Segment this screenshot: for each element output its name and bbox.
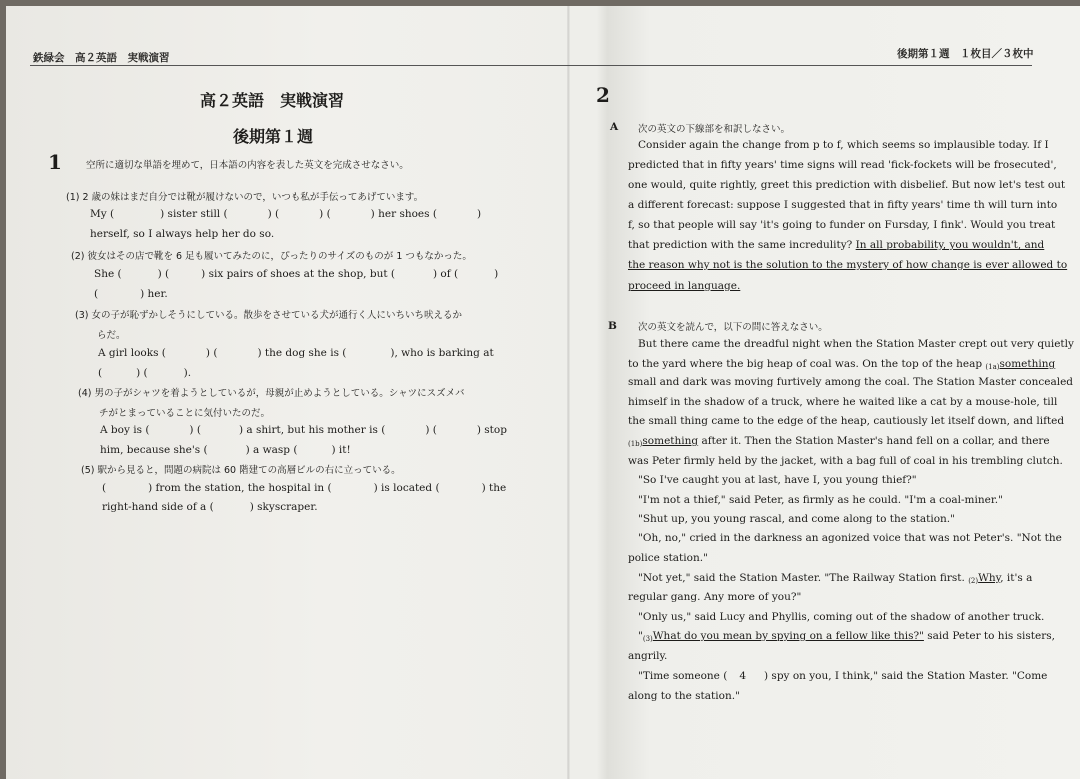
part-b-line-10: "Shut up, you young rascal, and come along to the station." xyxy=(638,513,955,525)
q1-english-line2: herself, so I always help her do so. xyxy=(90,228,275,240)
part-b-line-13 xyxy=(638,572,1032,585)
q4-text: ) it! xyxy=(331,444,351,456)
part-b-text: "Time someone ( xyxy=(638,670,728,682)
q3-text: ( xyxy=(98,367,103,379)
q1-text: ) her shoes ( xyxy=(370,208,437,220)
blank-4-number[interactable]: 4 xyxy=(739,670,746,682)
part-b-text: "Not yet," said the Station Master. "The Railway Station first. xyxy=(638,572,965,584)
q3-text: ) the dog she is ( xyxy=(257,347,347,359)
q2-text: ) ( xyxy=(157,268,170,280)
q5-text: ) the xyxy=(481,482,507,494)
underlined-word-1a: something xyxy=(999,358,1056,370)
part-b-line-16 xyxy=(638,630,1055,643)
underlined-passage: proceed in language. xyxy=(628,280,741,292)
part-b-line-8: "So I've caught you at last, have I, you young thief?" xyxy=(638,474,917,486)
part-b-line-9: "I'm not a thief," said Peter, as firmly as he could. "I'm a coal-miner." xyxy=(638,494,1003,506)
q1-text: My ( xyxy=(90,208,115,220)
part-b-text: " xyxy=(638,630,643,642)
underlined-word-2: Why xyxy=(978,572,1001,584)
q4-text: ) a shirt, but his mother is ( xyxy=(238,424,386,436)
marker-2: (2) xyxy=(968,577,979,585)
q5-japanese: (5) 駅から見ると，問題の病院は 60 階建ての高層ビルの右に立っている。 xyxy=(81,465,401,476)
part-b-instruction: 次の英文を読んで，以下の問に答えなさい。 xyxy=(638,322,828,333)
part-a-line-4: a different forecast: suppose I suggested that in fifty years' time th will turn into xyxy=(628,199,1058,211)
part-b-line-14: regular gang. Any more of you?" xyxy=(628,591,802,603)
q3-text: ) ( xyxy=(205,347,218,359)
part-a-line-5: f, so that people will say 'it's going to funder on Fursday, I fink'. Would you treat xyxy=(628,219,1056,231)
q3-english-line1 xyxy=(98,347,494,359)
q4-text: ) ( xyxy=(425,424,437,436)
part-b-line-6 xyxy=(628,435,1050,448)
q4-text: ) stop xyxy=(476,424,507,436)
part-b-label: B xyxy=(608,320,617,332)
part-b-line-18 xyxy=(638,670,1047,682)
q4-text: him, because she's ( xyxy=(100,444,208,456)
page-fold xyxy=(567,6,570,779)
part-b-text: to the yard where the big heap of coal was. On the top of the heap xyxy=(628,358,983,370)
q2-english-line1 xyxy=(94,268,498,280)
q4-japanese-line2: チがとまっていることに気付いたのだ。 xyxy=(99,408,271,419)
page-title: 高２英語 実戦演習 xyxy=(200,91,345,110)
section-number-2: 2 xyxy=(596,83,610,107)
q1-text: ) ( xyxy=(319,208,331,220)
q3-japanese-line1: (3) 女の子が恥ずかしそうにしている。散歩をさせている犬が通行く人にいちいち吠えるか xyxy=(75,310,462,321)
q5-text: ( xyxy=(102,482,107,494)
part-b-line-17: angrily. xyxy=(628,650,668,662)
header-rule xyxy=(30,65,1032,66)
q1-japanese: (1) 2 歳の妹はまだ自分では靴が履けないので，いつも私が手伝ってあげています。 xyxy=(66,192,424,203)
q2-text: ) xyxy=(494,268,499,280)
q4-english-line2 xyxy=(100,444,351,456)
q5-text: ) skyscraper. xyxy=(249,501,318,513)
q2-japanese: (2) 彼女はその店で靴を 6 足も履いてみたのに，ぴったりのサイズのものが 1 つもなかった。 xyxy=(71,251,472,262)
part-b-line-1: But there came the dreadful night when the Station Master crept out very quietly xyxy=(638,338,1074,350)
part-a-line-6 xyxy=(628,239,1044,251)
q4-text: ) a wasp ( xyxy=(245,444,298,456)
q2-text: ) of ( xyxy=(432,268,459,280)
part-a-label: A xyxy=(610,121,619,133)
part-a-instruction: 次の英文の下線部を和訳しなさい。 xyxy=(638,124,791,135)
section-number-1: 1 xyxy=(48,150,62,174)
header-left: 鉄緑会 高２英語 実戦演習 xyxy=(33,52,170,64)
q2-text: ( xyxy=(94,288,99,300)
q3-text: ), who is barking at xyxy=(390,347,494,359)
part-b-text: after it. Then the Station Master's hand fell on a collar, and there xyxy=(698,435,1050,447)
part-a-line-2: predicted that in fifty years' time signs will read 'fick-fockets will be frosecuted', xyxy=(628,159,1057,171)
part-b-text: ) spy on you, I think," said the Station Master. "Come xyxy=(764,670,1048,682)
underlined-passage: In all probability, you wouldn't, and xyxy=(855,239,1045,251)
q3-text: ). xyxy=(183,367,192,379)
q5-text: right-hand side of a ( xyxy=(102,501,214,513)
q2-text: She ( xyxy=(94,268,122,280)
part-b-line-5: the small thing came to the edge of the heap, cautiously let itself down, and lifted xyxy=(628,415,1065,427)
part-b-text: , it's a xyxy=(1000,572,1033,584)
q3-text: ) ( xyxy=(136,367,148,379)
q5-text: ) from the station, the hospital in ( xyxy=(148,482,332,494)
part-a-line-1: Consider again the change from p to f, which seems so implausible today. If I xyxy=(638,139,1049,151)
part-b-line-12: police station." xyxy=(628,552,708,564)
q4-text: A boy is ( xyxy=(100,424,150,436)
page-subtitle: 後期第１週 xyxy=(233,127,314,146)
q2-text: ) six pairs of shoes at the shop, but ( xyxy=(201,268,395,280)
q5-english-line1 xyxy=(102,482,506,494)
part-b-line-15: "Only us," said Lucy and Phyllis, coming out of the shadow of another truck. xyxy=(638,611,1045,623)
q3-text: A girl looks ( xyxy=(98,347,166,359)
part-b-line-11: "Oh, no," cried in the darkness an agonized voice that was not Peter's. "Not the xyxy=(638,532,1062,544)
q4-text: ) ( xyxy=(189,424,201,436)
q4-english-line1 xyxy=(100,424,507,436)
part-a-text: that prediction with the same incredulity? xyxy=(628,239,853,251)
part-b-line-7: was Peter firmly held by the jacket, with a bag full of coal in his trembling clutch. xyxy=(628,455,1063,467)
underlined-word-1b: something xyxy=(642,435,699,447)
q2-english-line2 xyxy=(94,288,168,300)
q1-text: ) xyxy=(476,208,482,220)
q1-text: ) sister still ( xyxy=(160,208,228,220)
q5-text: ) is located ( xyxy=(373,482,440,494)
part-b-text: said Peter to his sisters, xyxy=(923,630,1055,642)
q5-english-line2 xyxy=(102,501,318,513)
q3-japanese-line2: らだ。 xyxy=(97,330,126,341)
part-b-line-4: himself in the shadow of a truck, where he waited like a cat by a mouse-hole, till xyxy=(628,396,1058,408)
header-right: 後期第１週 １枚目／３枚中 xyxy=(897,48,1034,60)
section-1-instruction: 空所に適切な単語を埋めて，日本語の内容を表した英文を完成させなさい。 xyxy=(86,160,409,171)
part-a-line-3: one would, quite rightly, greet this prediction with disbelief. But now let's test out xyxy=(628,179,1066,191)
underlined-sentence-3: What do you mean by spying on a fellow like this?" xyxy=(652,630,924,642)
q1-english-line1 xyxy=(90,208,481,220)
underlined-passage: the reason why not is the solution to the mystery of how change is ever allowed to xyxy=(628,259,1068,271)
q2-text: ) her. xyxy=(140,288,168,300)
part-b-line-2 xyxy=(628,358,1055,371)
marker-3: (3) xyxy=(642,635,653,643)
q3-english-line2 xyxy=(98,367,191,379)
marker-1a: (1a) xyxy=(985,363,1000,371)
q4-japanese-line1: (4) 男の子がシャツを着ようとしているが，母親が止めようとしている。シャツにスズメバ xyxy=(78,388,465,399)
marker-1b: (1b) xyxy=(628,440,643,448)
part-b-line-19: along to the station." xyxy=(628,690,740,702)
q1-text: ) ( xyxy=(267,208,280,220)
part-b-line-3: small and dark was moving furtively among the coal. The Station Master concealed xyxy=(628,376,1074,388)
